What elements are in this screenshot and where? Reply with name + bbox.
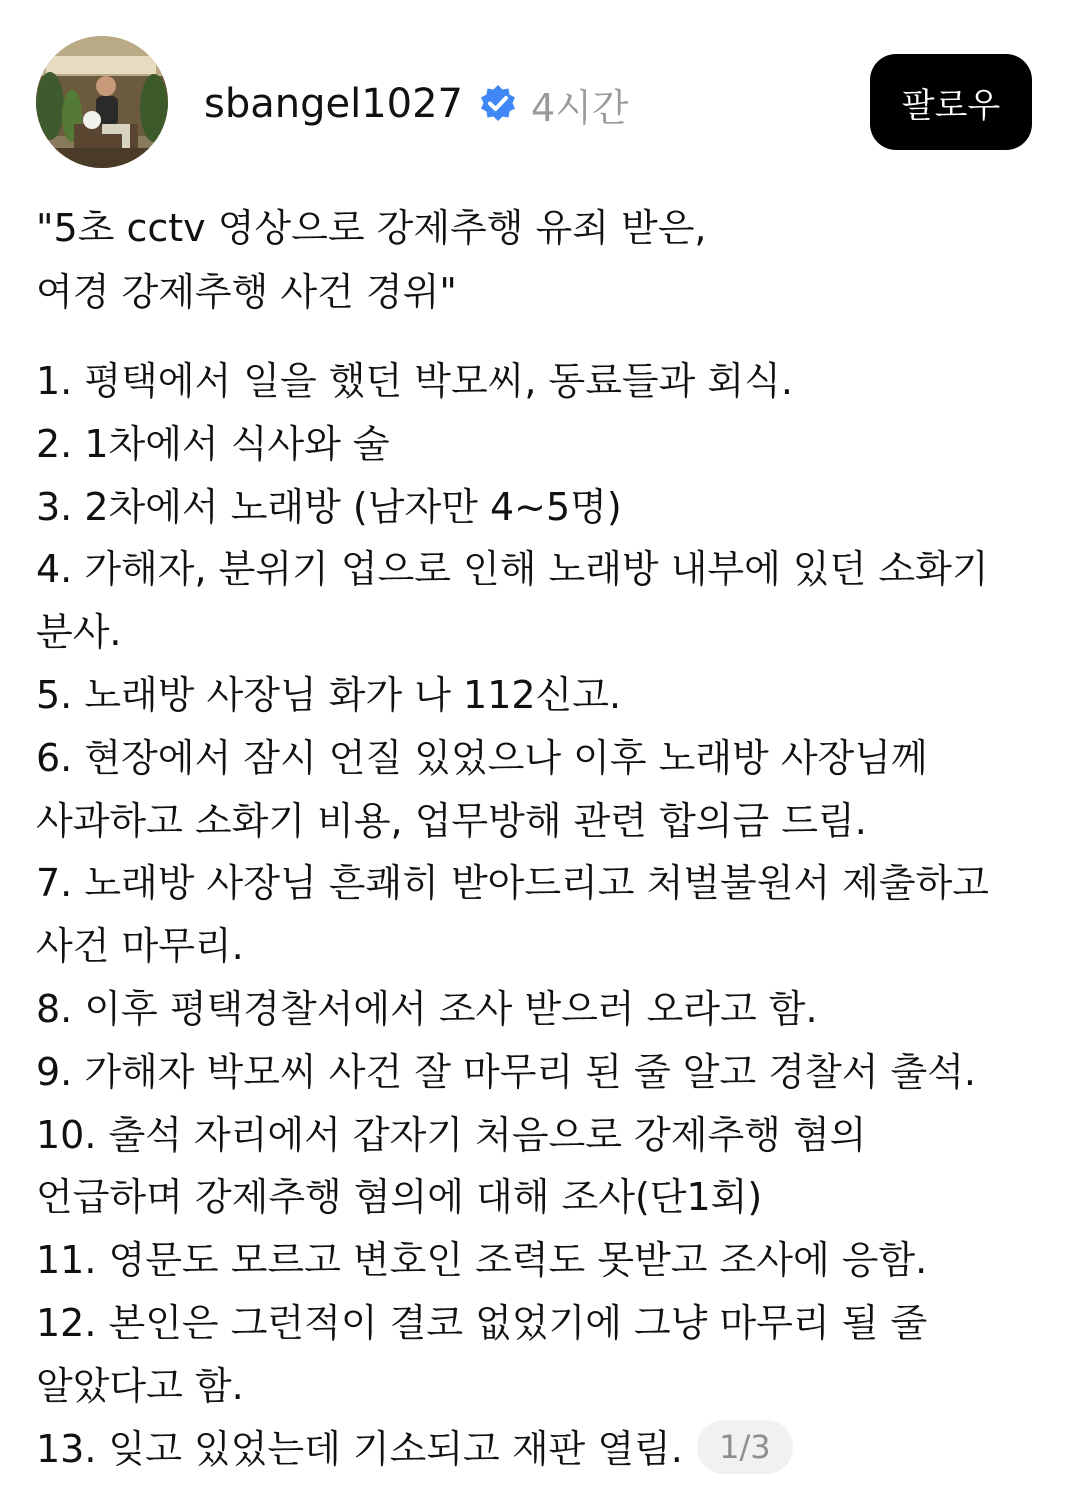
post-title-line: 여경 강제추행 사건 경위" xyxy=(36,270,457,314)
user-line xyxy=(204,74,629,134)
post-line: 4. 가해자, 분위기 업으로 인해 노래방 내부에 있던 소화기 xyxy=(36,547,989,592)
verified-badge-icon xyxy=(477,83,519,125)
avatar-image xyxy=(36,36,168,168)
post-line: 10. 출석 자리에서 갑자기 처음으로 강제추행 혐의 xyxy=(36,1112,867,1157)
username[interactable]: sbangel1027 xyxy=(204,81,464,127)
post-line: 알았다고 함. xyxy=(36,1363,244,1408)
post-line: 5. 노래방 사장님 화가 나 112신고. xyxy=(36,672,622,717)
post-line: 분사. xyxy=(36,610,122,655)
post-line: 1. 평택에서 일을 했던 박모씨, 동료들과 회식. xyxy=(36,359,793,403)
post-time: 4시간 xyxy=(531,85,629,130)
post-line: 사건 마무리. xyxy=(36,924,244,969)
page-indicator[interactable]: 1/3 xyxy=(697,1420,793,1474)
follow-button[interactable]: 팔로우 xyxy=(870,54,1032,150)
post-line: 9. 가해자 박모씨 사건 잘 마무리 된 줄 알고 경찰서 출석. xyxy=(36,1049,976,1094)
post-line: 사과하고 소화기 비용, 업무방해 관련 합의금 드림. xyxy=(36,798,867,843)
post-header xyxy=(0,0,1080,180)
post-line: 2. 1차에서 식사와 술 xyxy=(36,421,390,466)
post-line: 3. 2차에서 노래방 (남자만 4~5명) xyxy=(36,484,622,529)
post-line: 8. 이후 평택경찰서에서 조사 받으러 오라고 함. xyxy=(36,986,818,1031)
post-title-line: "5초 cctv 영상으로 강제추행 유죄 받은, xyxy=(36,206,707,250)
avatar[interactable] xyxy=(36,36,168,168)
post-list xyxy=(36,350,1036,1480)
post-line-last xyxy=(36,1418,1036,1481)
post-line: 11. 영문도 모르고 변호인 조력도 못받고 조사에 응함. xyxy=(36,1238,928,1283)
post-line: 언급하며 강제추행 혐의에 대해 조사(단1회) xyxy=(36,1175,763,1220)
post-line-text: 13. 잊고 있었는데 기소되고 재판 열림. xyxy=(36,1426,683,1471)
post-line: 6. 현장에서 잠시 언질 있었으나 이후 노래방 사장님께 xyxy=(36,735,928,780)
post-line: 12. 본인은 그런적이 결코 없었기에 그냥 마무리 될 줄 xyxy=(36,1300,928,1345)
post-line: 7. 노래방 사장님 흔쾌히 받아드리고 처벌불원서 제출하고 xyxy=(36,861,990,906)
post-body xyxy=(36,196,1036,1480)
